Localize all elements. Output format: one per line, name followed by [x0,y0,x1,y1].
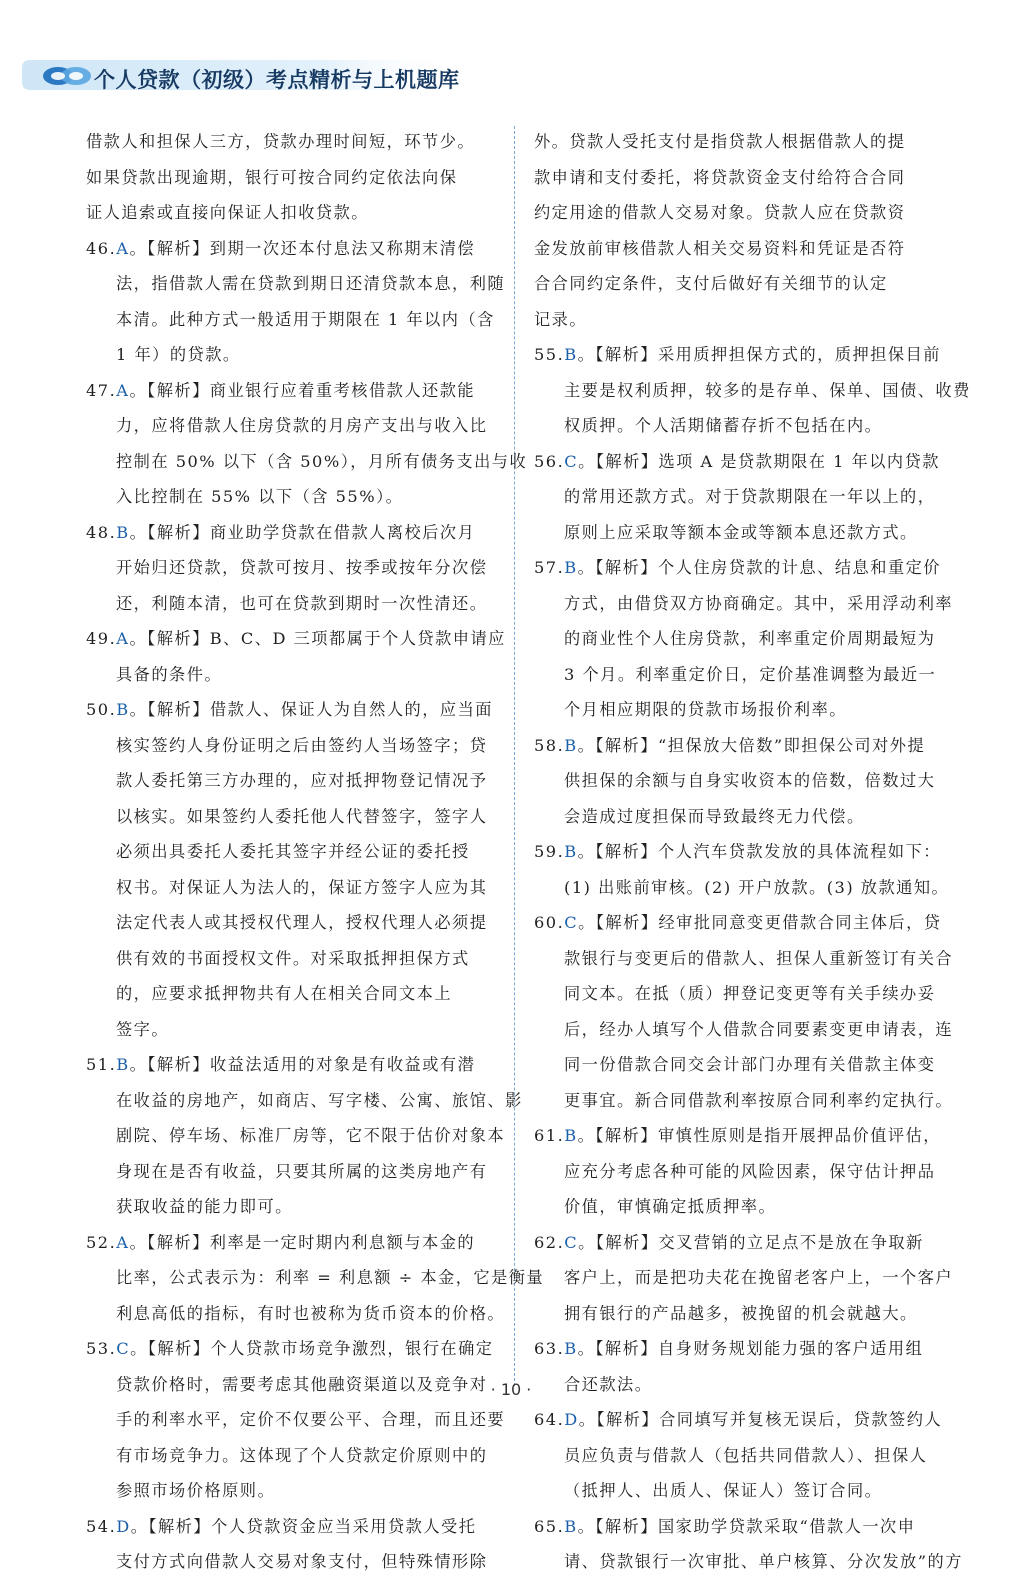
answer-letter: C [116,1339,131,1358]
text-line [534,1509,946,1545]
line-text: 供有效的书面授权文件。对采取抵押担保方式 [116,948,470,968]
line-text: 款人委托第三方办理的，应对抵押物登记情况予 [116,771,488,790]
answer-letter: A [116,238,130,258]
text-line [534,1473,946,1509]
line-text: 支付方式向借款人交易对象支付，但特殊情形除 [116,1552,488,1571]
text-line [86,408,498,444]
text-line [534,1331,946,1367]
text-line [534,124,946,160]
line-text: 。【解析】B、C、D 三项都属于个人贷款申请应 [129,629,506,648]
text-line [534,1225,946,1261]
text-line [534,905,946,941]
text-line [86,337,498,373]
answer-letter: B [564,1516,578,1536]
right-column [534,124,971,1580]
line-text: 具备的条件。 [116,664,223,684]
line-text: 请、贷款银行一次审批、单户核算、分次发放”的方 [564,1552,963,1571]
answer-item [534,1118,946,1225]
line-text: 客户上，而是把功夫花在挽留老客户上，一个客户 [564,1268,954,1287]
answer-item [86,515,498,622]
text-line [86,905,498,941]
text-line [534,834,946,870]
line-text: 合合同约定条件，支付后做好有关细节的认定 [534,274,888,293]
line-text: 获取收益的能力即可。 [116,1197,293,1216]
text-line [534,337,946,373]
line-text: 权质押。个人活期储蓄存折不包括在内。 [564,416,883,435]
line-text: 。【解析】自身财务规划能力强的客户适用组 [577,1339,924,1358]
question-number: 65. [534,1516,565,1536]
line-text: 证人追索或直接向保证人扣收贷款。 [86,203,369,222]
text-line [534,870,950,906]
text-line [86,763,498,799]
text-line [534,1438,946,1474]
line-text: 供担保的余额与自身实收资本的倍数，倍数过大 [564,771,936,790]
text-line [86,160,498,196]
answer-letter: B [564,1339,578,1358]
answer-item [86,1509,498,1580]
answer-letter: A [116,629,130,648]
answer-letter: B [564,842,578,861]
text-line [86,1083,523,1119]
line-text: 还，利随本清，也可在贷款到期时一次性清还。 [116,593,488,613]
answer-letter: A [116,380,130,400]
line-text: 。【解析】经审批同意变更借款合同主体后，贷 [578,913,942,932]
text-line [534,586,954,622]
line-text: 金发放前审核借款人相关交易资料和凭证是否符 [534,238,906,258]
line-text: 3 个月。利率重定价日，定价基准调整为最近一 [564,664,937,684]
line-text: 员应负责与借款人（包括共同借款人）、担保人 [564,1445,928,1465]
text-line [86,550,498,586]
answer-letter: B [116,522,130,542]
book-title: 个人贷款（初级）考点精析与上机题库 [94,68,460,92]
line-text: 应充分考虑各种可能的风险因素，保守估计押品 [564,1161,936,1181]
question-number: 53. [86,1339,117,1358]
line-text: 原则上应采取等额本金或等额本息还款方式。 [564,522,918,542]
line-text: 贷款价格时，需要考虑其他融资渠道以及竞争对 [116,1374,488,1394]
answer-item [86,1331,506,1509]
text-line [86,1225,498,1261]
question-number: 62. [534,1232,565,1252]
line-text: 本清。此种方式一般适用于期限在 1 年以内（含 [116,309,495,329]
text-line [86,941,498,977]
text-line [86,479,498,515]
text-line [534,621,946,657]
line-text: 以核实。如果签约人委托他人代替签字，签字人 [116,806,488,826]
question-number: 60. [534,913,565,932]
line-text: 。【解析】交叉营销的立足点不是放在争取新 [578,1232,924,1252]
question-number: 51. [86,1055,117,1074]
line-text: 在收益的房地产，如商店、写字楼、公寓、旅馆、影 [116,1090,523,1110]
text-line [534,302,946,338]
answer-item [86,1047,523,1225]
text-line [86,1154,498,1190]
line-text: 。【解析】借款人、保证人为自然人的，应当面 [129,700,493,719]
answer-item [534,834,950,905]
line-text: 主要是权利质押，较多的是存单、保单、国债、收费 [564,380,971,400]
line-text: 借款人和担保人三方，贷款办理时间短，环节少。 [86,132,476,151]
text-line [534,1296,946,1332]
line-text: 身现在是否有收益，只要其所属的这类房地产有 [116,1161,488,1181]
line-text: 后，经办人填写个人借款合同要素变更申请表，连 [564,1019,954,1039]
line-text: 。【解析】收益法适用的对象是有收益或有潜 [129,1055,476,1074]
text-line [86,1438,498,1474]
text-line [86,515,498,551]
line-text: (1) 出账前审核。(2) 开户放款。(3) 放款通知。 [564,877,950,897]
question-number: 55. [534,345,565,364]
line-text: 价值，审慎确定抵质押率。 [564,1197,777,1216]
text-line [86,373,498,409]
answer-letter: D [564,1410,579,1429]
text-line [534,1544,963,1580]
text-line [534,231,946,267]
text-line [86,444,528,480]
text-line [86,1509,498,1545]
line-text: 控制在 50% 以下（含 50%），月所有债务支出与收 [116,451,528,471]
question-number: 64. [534,1410,565,1429]
text-line [534,941,954,977]
text-line [86,586,498,622]
line-text: 。【解析】国家助学贷款采取“借款人一次申 [577,1516,916,1536]
question-number: 47. [86,380,117,400]
column-divider [514,126,515,1386]
answer-item [534,444,946,551]
line-text: 有市场竞争力。这体现了个人贷款定价原则中的 [116,1445,488,1465]
text-line [86,799,498,835]
line-text: 记录。 [534,309,588,329]
line-text: 。【解析】采用质押担保方式的，质押担保目前 [577,345,941,364]
text-line [86,124,498,160]
answer-letter: D [116,1516,131,1536]
line-text: 核实签约人身份证明之后由签约人当场签字；贷 [116,735,488,755]
question-number: 63. [534,1339,565,1358]
page-number: · 10 · [490,1380,532,1399]
text-line [86,657,498,693]
text-line [534,479,946,515]
line-text: 比率，公式表示为：利率 = 利息额 ÷ 本金，它是衡量 [116,1268,545,1287]
text-line [86,1331,498,1367]
text-line [534,728,946,764]
text-line [534,1154,946,1190]
line-text: 参照市场价格原则。 [116,1481,276,1500]
answer-item [534,337,971,444]
text-line [86,1473,498,1509]
line-text: 的商业性个人住房贷款，利率重定价周期最短为 [564,629,936,648]
line-text: 签字。 [116,1019,170,1039]
answer-letter: C [564,1232,579,1252]
text-line [534,1402,946,1438]
line-text: 。【解析】利率是一定时期内利息额与本金的 [129,1232,476,1252]
line-text: 款银行与变更后的借款人、担保人重新签订有关合 [564,948,954,968]
text-line [534,373,971,409]
answer-item [534,1509,963,1580]
line-text: 。【解析】审慎性原则是指开展押品价值评估， [577,1126,941,1145]
line-text: 合还款法。 [564,1374,653,1394]
line-text: 的常用还款方式。对于贷款期限在一年以上的， [564,487,936,506]
answer-item [534,728,946,835]
answer-item [86,1225,545,1332]
answer-item [86,373,528,515]
question-number: 52. [86,1232,117,1252]
line-text: 更事宜。新合同借款利率按原合同利率约定执行。 [564,1090,954,1110]
text-line [86,728,498,764]
line-text: 入比控制在 55% 以下（含 55%）。 [116,487,404,506]
line-text: 。【解析】选项 A 是贷款期限在 1 年以内贷款 [578,451,940,471]
question-number: 59. [534,842,565,861]
answer-letter: B [116,1055,130,1074]
line-text: 法定代表人或其授权代理人，授权代理人必须提 [116,913,488,932]
answer-letter: B [564,345,578,364]
text-line [86,692,498,728]
question-number: 50. [86,700,117,719]
line-text: （抵押人、出质人、保证人）签订合同。 [564,1481,883,1500]
text-line [86,1544,498,1580]
text-line [534,195,946,231]
text-line [86,1012,498,1048]
answer-item [86,692,498,1047]
line-text: 如果贷款出现逾期，银行可按合同约定依法向保 [86,167,458,187]
line-text: 。【解析】个人汽车贷款发放的具体流程如下： [577,842,941,861]
text-line [86,1047,498,1083]
text-line [534,657,946,693]
text-line [534,444,946,480]
answer-item [86,231,506,373]
line-text: 剧院、停车场、标准厂房等，它不限于估价对象本 [116,1126,506,1145]
line-text: 拥有银行的产品越多，被挽留的机会就越大。 [564,1303,918,1323]
question-number: 58. [534,735,565,755]
question-number: 48. [86,522,117,542]
line-text: 必须出具委托人委托其签字并经公证的委托授 [116,842,470,861]
line-text: 法，指借款人需在贷款到期日还清贷款本息，利随 [116,274,506,293]
continued-paragraph [534,124,946,337]
answer-letter: C [564,451,579,471]
text-line [86,621,506,657]
line-text: 会造成过度担保而导致最终无力代偿。 [564,806,865,826]
answer-letter: A [116,1232,130,1252]
text-line [534,1012,954,1048]
line-text: 约定用途的借款人交易对象。贷款人应在贷款资 [534,203,906,222]
text-line [534,515,946,551]
line-text: 力，应将借款人住房贷款的月房产支出与收入比 [116,416,488,435]
text-line [534,1047,946,1083]
line-text: 个月相应期限的贷款市场报价利率。 [564,700,847,719]
answer-item [534,1225,954,1332]
line-text: 。【解析】商业银行应着重考核借款人还款能 [129,380,476,400]
text-line [534,763,946,799]
answer-letter: C [564,913,579,932]
question-number: 56. [534,451,565,471]
answer-letter: B [564,1126,578,1145]
text-line [534,408,946,444]
line-text: 1 年）的贷款。 [116,345,241,364]
line-text: 。【解析】商业助学贷款在借款人离校后次月 [129,522,476,542]
line-text: 的，应要求抵押物共有人在相关合同文本上 [116,984,453,1003]
line-text: 。【解析】合同填写并复核无误后，贷款签约人 [578,1410,943,1429]
text-line [86,1296,506,1332]
line-text: 开始归还贷款，贷款可按月、按季或按年分次偿 [116,558,488,577]
text-line [534,550,946,586]
text-line [86,195,498,231]
text-line [86,1189,498,1225]
line-text: 同一份借款合同交会计部门办理有关借款主体变 [564,1055,936,1074]
question-number: 61. [534,1126,565,1145]
answer-letter: B [116,700,130,719]
answer-item [534,905,954,1118]
question-number: 46. [86,238,117,258]
answer-letter: B [564,558,578,577]
line-text: 。【解析】“担保放大倍数”即担保公司对外提 [577,735,926,755]
text-line [86,1118,506,1154]
text-line [534,1083,954,1119]
line-text: 。【解析】个人贷款资金应当采用贷款人受托 [130,1516,477,1536]
text-line [534,266,946,302]
answer-letter: B [564,735,578,755]
text-line [86,1402,506,1438]
question-number: 54. [86,1516,117,1536]
text-line [86,266,506,302]
answer-item [86,621,506,692]
line-text: 。【解析】到期一次还本付息法又称期末清偿 [129,238,476,258]
text-line [534,692,946,728]
text-line [534,799,946,835]
question-number: 49. [86,629,117,648]
answer-item [534,1402,946,1509]
text-line [86,976,498,1012]
line-text: 同文本。在抵（质）押登记变更等有关手续办妥 [564,984,936,1003]
text-line [86,870,498,906]
line-text: 。【解析】个人贷款市场竞争激烈，银行在确定 [130,1339,494,1358]
text-line [534,1118,946,1154]
line-text: 方式，由借贷双方协商确定。其中，采用浮动利率 [564,593,954,613]
text-line [86,834,498,870]
text-line [86,302,498,338]
line-text: 。【解析】个人住房贷款的计息、结息和重定价 [577,558,941,577]
logo-icon [43,67,91,85]
line-text: 利息高低的指标，有时也被称为货币资本的价格。 [116,1303,506,1323]
line-text: 权书。对保证人为法人的，保证方签字人应为其 [116,877,488,897]
line-text: 手的利率水平，定价不仅要公平、合理，而且还要 [116,1410,506,1429]
text-line [534,976,946,1012]
text-line [534,1260,954,1296]
text-line [534,160,946,196]
line-text: 外。贷款人受托支付是指贷款人根据借款人的提 [534,132,906,151]
answer-item [534,550,954,728]
text-line [86,1260,545,1296]
text-line [86,231,498,267]
continued-paragraph [86,124,498,231]
text-line [534,1189,946,1225]
question-number: 57. [534,558,565,577]
line-text: 款申请和支付委托，将贷款资金支付给符合合同 [534,167,906,187]
